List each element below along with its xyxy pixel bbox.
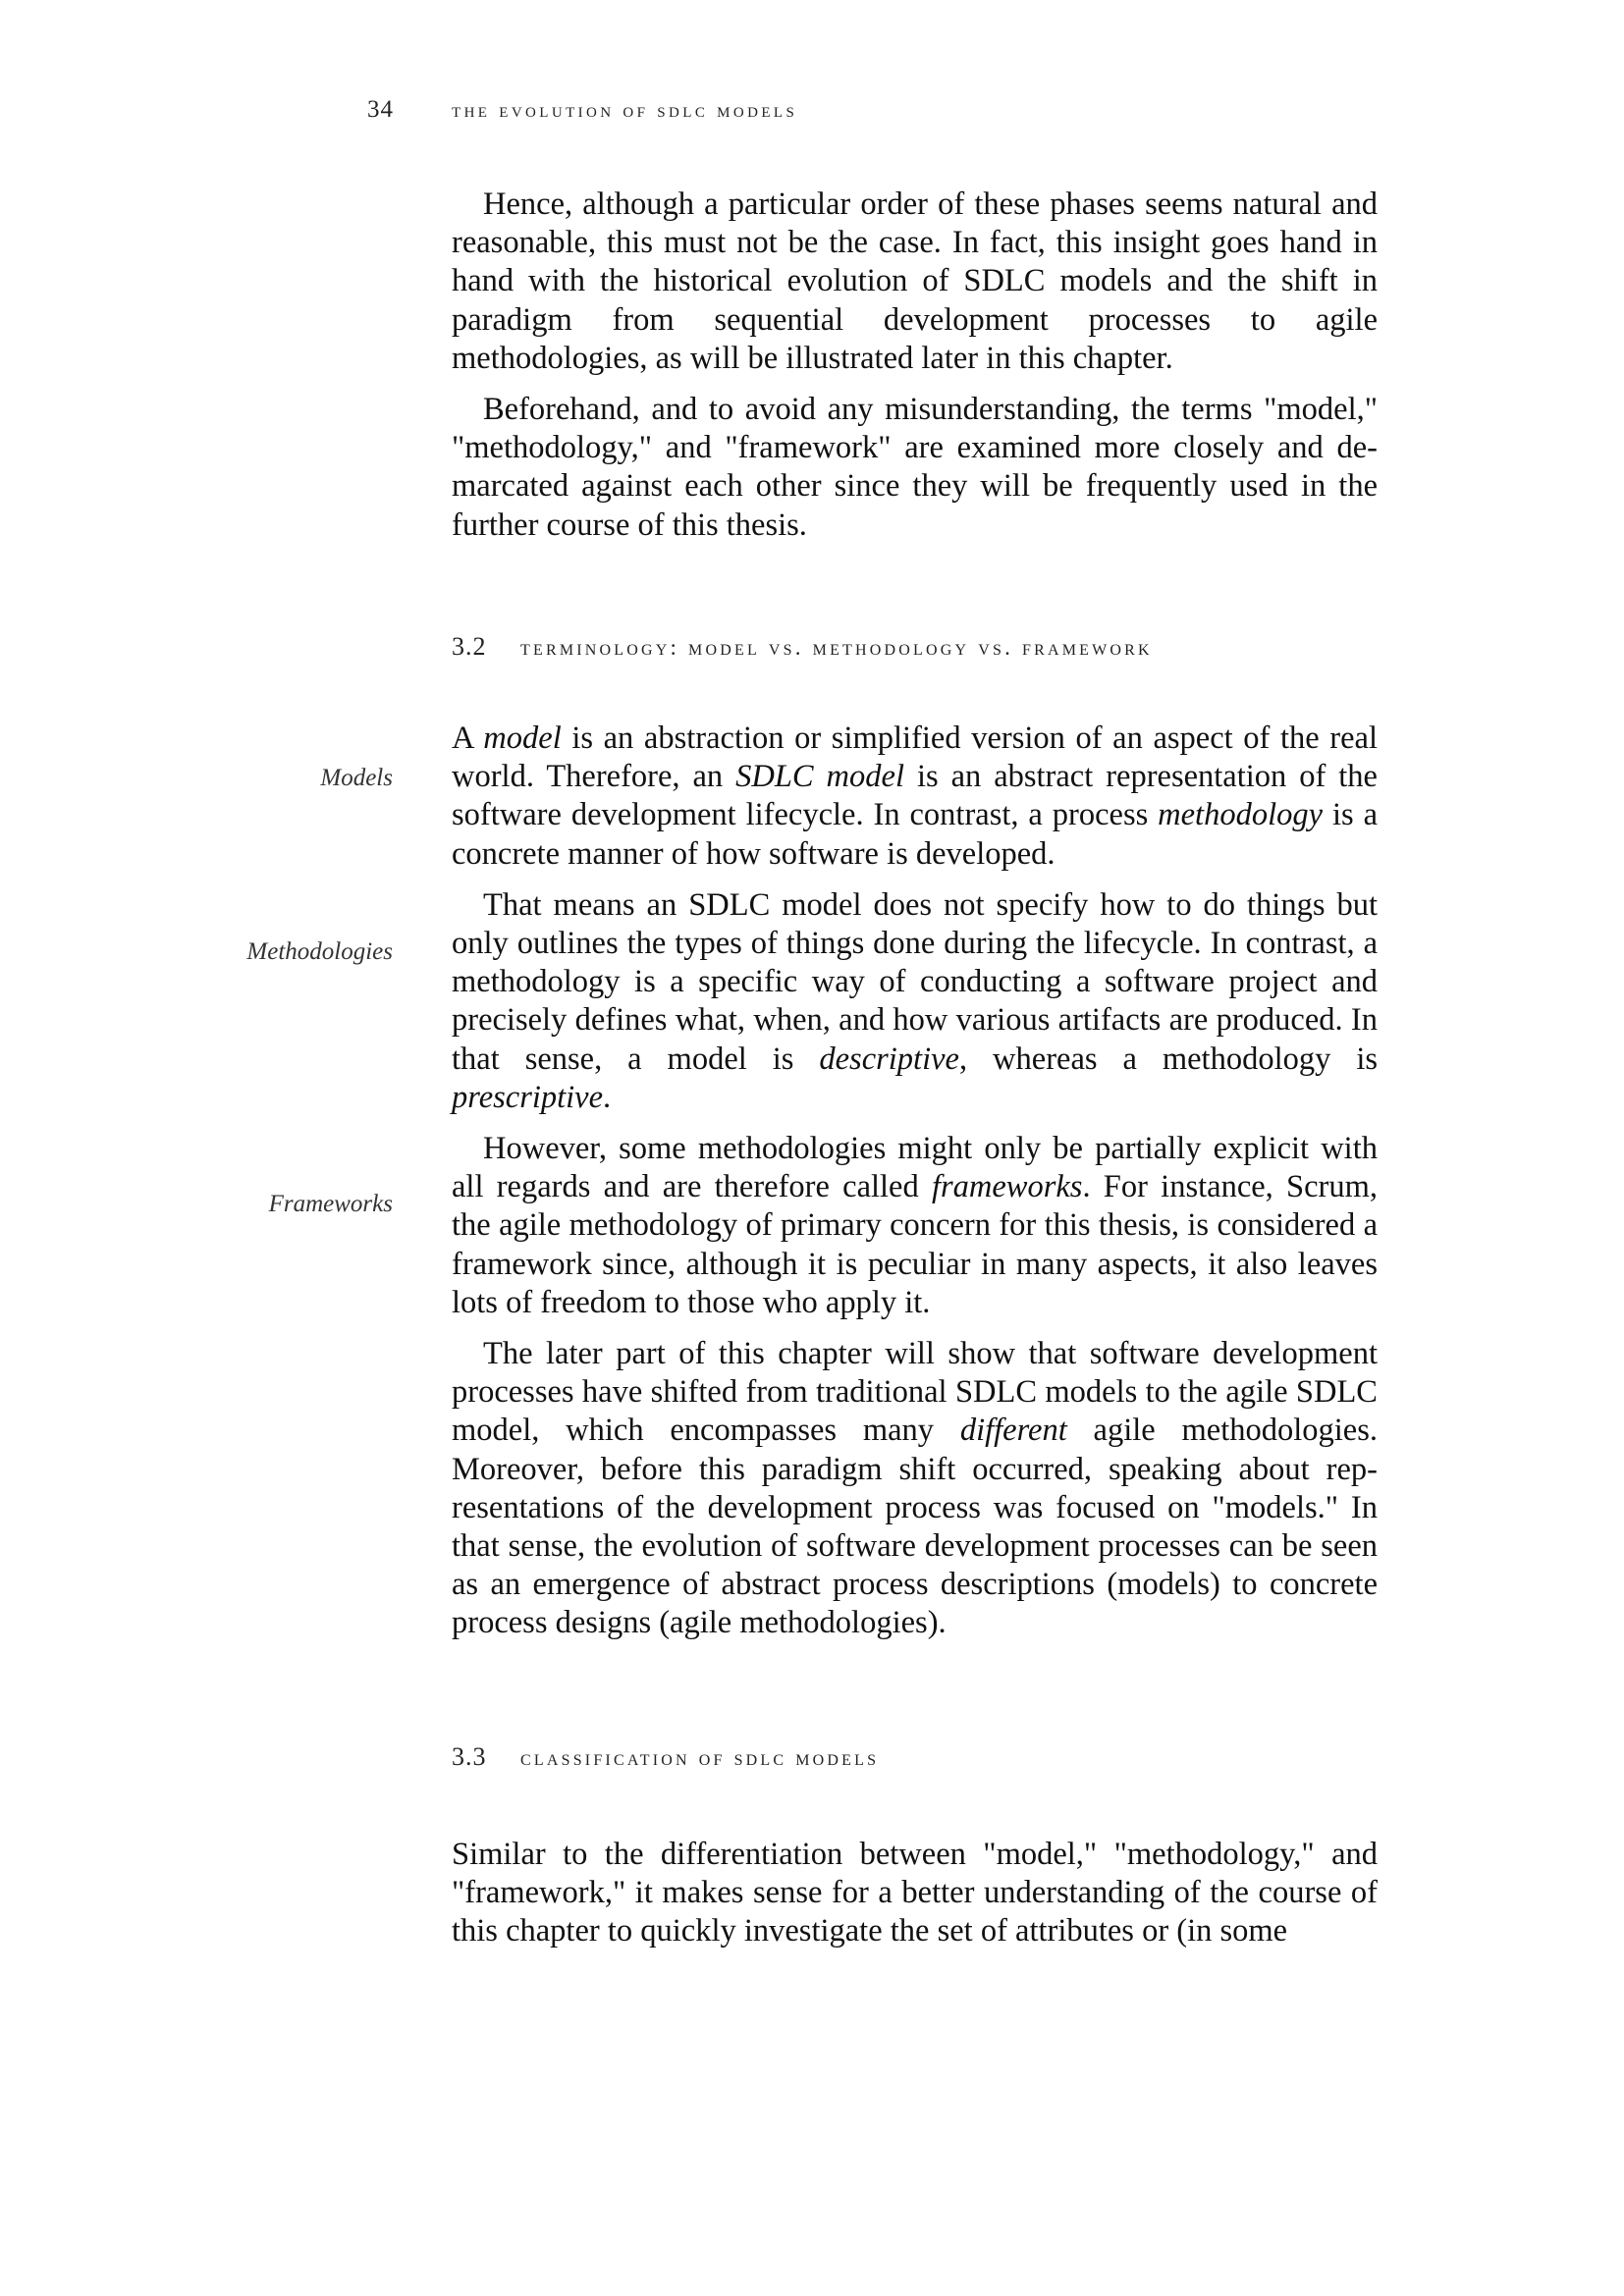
section-heading-3-3 <box>452 1742 1378 1772</box>
margin-note-models: Models <box>320 765 393 791</box>
section-3-2-body <box>452 720 1378 1643</box>
section-heading-3-2 <box>452 632 1378 662</box>
paragraph-frameworks <box>452 1130 1378 1322</box>
emphasis-prescriptive: prescriptive <box>452 1079 604 1115</box>
margin-note-frameworks: Frameworks <box>268 1191 393 1217</box>
emphasis-model: model <box>483 721 562 756</box>
intro-block <box>452 186 1378 545</box>
emphasis-frameworks: frameworks <box>931 1169 1083 1205</box>
page-number: 34 <box>367 96 394 123</box>
paragraph-model-definition <box>452 720 1378 874</box>
text-run: A <box>452 721 484 756</box>
text-run: . <box>603 1079 612 1115</box>
emphasis-methodology: methodology <box>1158 797 1324 833</box>
section-number: 3.2 <box>452 632 487 661</box>
text-run: , whereas a methodology is <box>958 1041 1378 1077</box>
section-3-3-body <box>452 1836 1378 1951</box>
running-head <box>367 96 797 124</box>
paragraph-classification: Similar to the differentiation between "model," "methodology," and "framework," it makes sense for a better understanding of the course of this chapter to quickly investigate the set of attributes or (in some <box>452 1837 1378 1949</box>
section-number: 3.3 <box>452 1742 487 1771</box>
section-title: terminology: model vs. methodology vs. framework <box>520 635 1153 660</box>
margin-note-methodologies: Methodologies <box>246 938 393 965</box>
text-run: The later part of this chapter will show that software development processes have shifted from traditional SDLC models to the agile SDLC model, which encompasses many <box>452 1336 1378 1449</box>
section-title: classification of sdlc models <box>520 1745 880 1770</box>
emphasis-sdlc-model: SDLC model <box>735 759 904 795</box>
text-run: That means an SDLC model does not specify how to do things but only outlines the types of things done during the lifecycle. In contrast, a methodology is a specific way of conducting a software project and precisely defines what, when, and how various artifacts are produced. In that sense, a model is <box>452 886 1378 1077</box>
text-run: However, some methodologies might only be partially explicit with all regards and are therefore called <box>452 1131 1378 1205</box>
paragraph-methodologies <box>452 886 1378 1117</box>
text-run: is an abstraction or simplified version of an aspect of the real world. Therefore, an <box>452 721 1378 795</box>
intro-paragraph-2: Beforehand, and to avoid any misunderstanding, the terms "model," "methodology," and "framework" are examined more closely and demarcated against each other since they will be frequently used in the further course of this thesis. <box>452 392 1378 543</box>
running-title: the evolution of sdlc models <box>452 97 798 122</box>
text-run: . For instance, Scrum, the agile methodology of primary concern for this thesis, is considered a framework since, although it is peculiar in many aspects, it also leaves lots of freedom to those who apply it. <box>452 1169 1378 1320</box>
text-run: agile methodologies. Moreover, before this paradigm shift occurred, speaking about representations of the development process was focused on "models." In that sense, the evolution of software development processes can be seen as an emergence of abstract process descriptions (models) to concrete process designs (agile methodologies). <box>452 1413 1378 1641</box>
paragraph-paradigm-shift <box>452 1335 1378 1643</box>
text-run: is an abstract representation of the software development lifecycle. In contrast, a process <box>452 759 1378 833</box>
text-run: is a concrete manner of how software is developed. <box>452 797 1378 872</box>
emphasis-different: different <box>959 1413 1067 1449</box>
emphasis-descriptive: descriptive <box>819 1041 959 1077</box>
intro-paragraph-1: Hence, although a particular order of these phases seems natural and reasonable, this must not be the case. In fact, this insight goes hand in hand with the historical evolution of SDLC models and the shift in paradigm from sequential development processes to agile methodologies, as will be illustrated later in this chapter. <box>452 187 1378 376</box>
